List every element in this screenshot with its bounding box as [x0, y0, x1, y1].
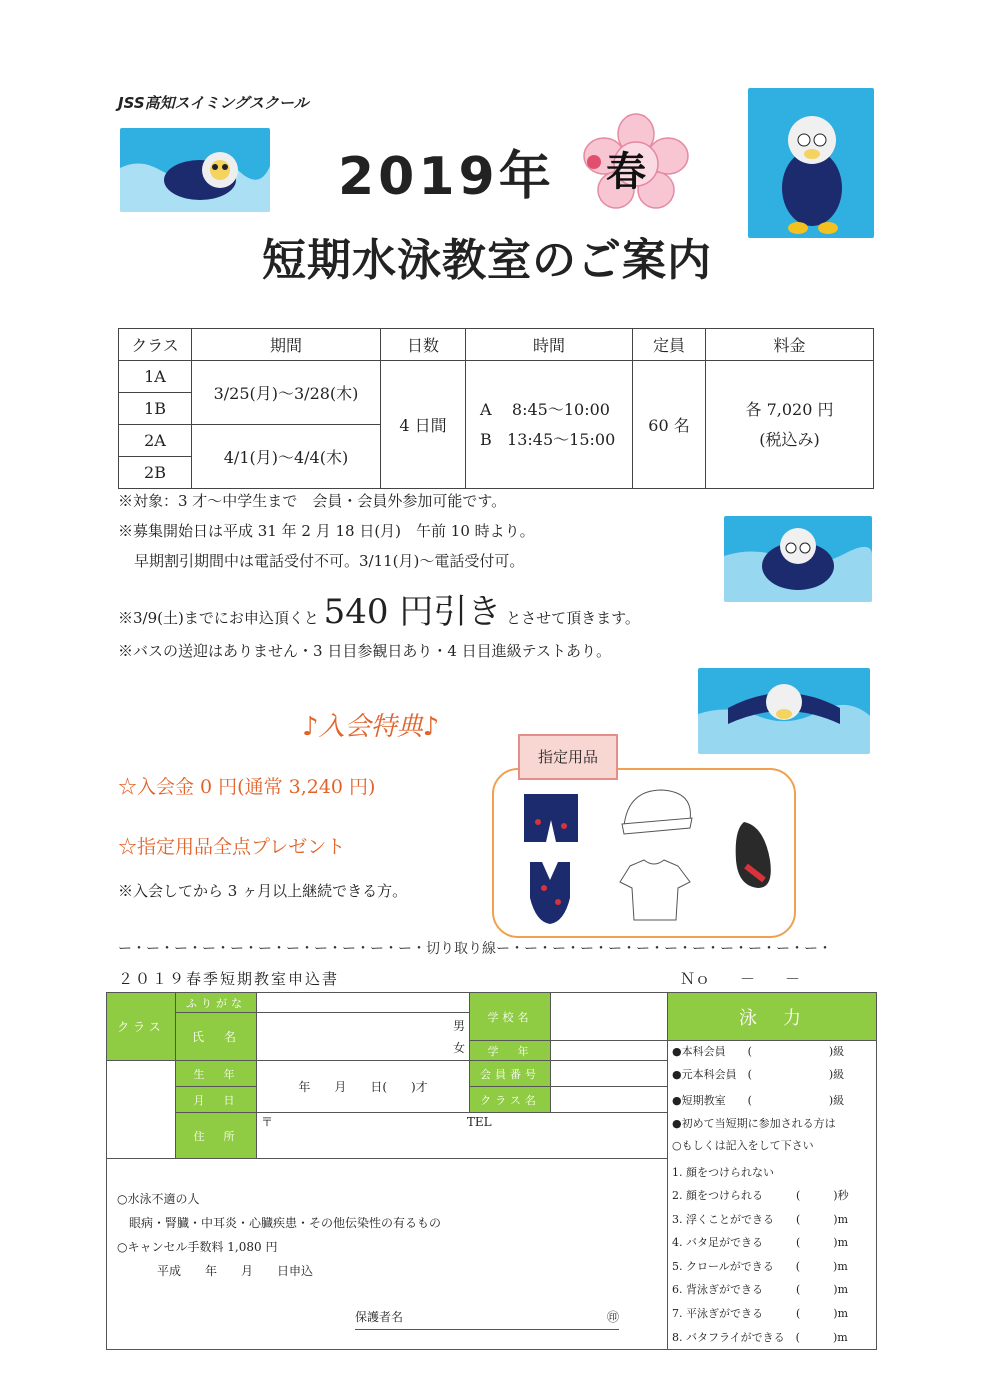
label-name: 氏 名 [176, 1013, 257, 1061]
circle-note: ○もしくは記入をして下さい [672, 1138, 814, 1152]
table-row [119, 361, 874, 393]
swim-trunks-icon [524, 794, 578, 842]
time-b-label: B [480, 429, 492, 449]
school-field[interactable] [551, 993, 668, 1041]
class-cell: 1B [119, 393, 192, 425]
name-field[interactable] [257, 1013, 470, 1061]
time-a: 8:45～10:00 [511, 399, 610, 419]
fee-note: (税込み) [759, 429, 820, 449]
list-item[interactable]: 4. バタ足ができる ( )m [672, 1236, 849, 1250]
guardian-label: 保護者名 [355, 1310, 404, 1324]
guardian-line[interactable] [355, 1305, 619, 1330]
fee: 各 7,020 円 [745, 399, 834, 419]
label-class-name: クラス名 [470, 1087, 551, 1113]
class-name-field[interactable] [551, 1087, 668, 1113]
label-member-no: 会員番号 [470, 1061, 551, 1087]
date-line[interactable]: 平成 年 月 日申込 [157, 1264, 314, 1278]
list-item[interactable]: 1. 顔をつけられない [672, 1165, 774, 1179]
benefit-condition: ※入会してから 3 ヶ月以上継続できる方。 [118, 882, 408, 900]
period-cell: 3/25(月)～3/28(木) [192, 361, 381, 425]
schedule-table [118, 328, 874, 489]
period-cell: 4/1(月)～4/4(木) [192, 425, 381, 489]
member-short: ●短期教室 ( )級 [668, 1087, 877, 1113]
note-target: ※対象：3 才～中学生まで 会員・会員外参加可能です。 [118, 492, 507, 510]
gender-female[interactable]: 女 [452, 1040, 465, 1055]
seal-mark: ㊞ [606, 1310, 619, 1324]
unfit-title: ○水泳不適の人 [117, 1192, 200, 1206]
header-days: 日数 [381, 329, 466, 361]
grade-field[interactable] [551, 1041, 668, 1061]
bag-icon [736, 822, 771, 888]
form-title: ２０１９春季短期教室申込書 [118, 970, 340, 988]
header-capacity: 定員 [633, 329, 706, 361]
cut-line: ー・ー・ー・ー・ー・ー・ー・ー・ー・ー・ー・切り取り線ー・ー・ー・ー・ー・ー・ー・ー・ー・ー・ー・ー・ [118, 941, 832, 957]
application-form [106, 992, 877, 1350]
header-time: 時間 [466, 329, 633, 361]
header-period: 期間 [192, 329, 381, 361]
label-birth-year: 生 年 [176, 1061, 257, 1087]
title-year: 2019年 [338, 147, 555, 207]
cancel-fee: ○キャンセル手数料 1,080 円 [117, 1240, 278, 1254]
discount-prefix: ※3/9(土)までにお申込頂くと [118, 609, 319, 627]
first-time: ●初めて当短期に参加される方は [672, 1116, 836, 1130]
list-item[interactable]: 6. 背泳ぎができる ( )m [672, 1283, 849, 1297]
birth-field[interactable]: 年 月 日( )才 [257, 1061, 470, 1113]
form-number: Ｎｏ － － [680, 970, 801, 988]
header-class: クラス [119, 329, 192, 361]
class-cell: 1A [119, 361, 192, 393]
benefits-title: ♪入会特典♪ [302, 712, 440, 742]
postal-mark: 〒 [261, 1115, 274, 1129]
time-b: 13:45～15:00 [507, 429, 616, 449]
time-a-label: A [480, 399, 492, 419]
list-item[interactable]: 7. 平泳ぎができる ( )m [672, 1307, 849, 1321]
notes-area [107, 1159, 668, 1350]
list-item[interactable]: 5. クロールができる ( )m [672, 1259, 848, 1273]
member-former: ●元本科会員 ( )級 [668, 1061, 877, 1087]
fee-cell [706, 361, 874, 489]
furigana-field[interactable] [257, 993, 470, 1013]
benefit-item-fee: ☆入会金 0 円(通常 3,240 円) [118, 776, 376, 798]
address-field[interactable] [257, 1113, 668, 1159]
label-furigana: ふりがな [176, 993, 257, 1013]
penguin-swimming-image [120, 128, 270, 212]
penguin-diving-image [748, 88, 874, 238]
goods-illustrations [494, 770, 794, 936]
title-season: 春 [606, 149, 646, 195]
title-main: 短期水泳教室のご案内 [262, 235, 712, 286]
class-field[interactable] [107, 1061, 176, 1159]
note-start: ※募集開始日は平成 31 年 2 月 18 日(月) 午前 10 時より。 [118, 522, 535, 540]
note-discount [118, 584, 640, 633]
note-bus: ※バスの送迎はありません・3 日目参観日あり・4 日目進級テストあり。 [118, 642, 612, 660]
skills-list [668, 1159, 877, 1350]
school-name: JSS高知スイミングスクール [118, 94, 309, 112]
benefit-item-goods: ☆指定用品全点プレゼント [118, 836, 346, 858]
discount-amount: 540 円引き [323, 592, 502, 632]
label-ability: 泳 力 [668, 993, 877, 1041]
list-item[interactable]: 2. 顔をつけられる ( )秒 [672, 1189, 849, 1203]
goods-box [492, 768, 796, 938]
gender-male[interactable]: 男 [452, 1018, 465, 1033]
label-class: クラス [107, 993, 176, 1061]
member-no-field[interactable] [551, 1061, 668, 1087]
header-fee: 料金 [706, 329, 874, 361]
label-birth-day: 月 日 [176, 1087, 257, 1113]
first-time-note [668, 1113, 877, 1159]
label-grade: 学 年 [470, 1041, 551, 1061]
list-item[interactable]: 3. 浮くことができる ( )m [672, 1212, 849, 1226]
member-main: ●本科会員 ( )級 [668, 1041, 877, 1061]
goods-label: 指定用品 [518, 734, 618, 780]
days-cell: 4 日間 [381, 361, 466, 489]
t-shirt-icon [620, 860, 690, 920]
swimsuit-icon [530, 862, 570, 924]
time-cell [466, 361, 633, 489]
discount-suffix: とさせて頂きます。 [506, 609, 640, 627]
label-school: 学校名 [470, 993, 551, 1041]
tel-label: TEL [466, 1115, 492, 1129]
class-cell: 2B [119, 457, 192, 489]
list-item[interactable]: 8. バタフライができる ( )m [672, 1330, 848, 1344]
capacity-cell: 60 名 [633, 361, 706, 489]
table-header-row [119, 329, 874, 361]
class-cell: 2A [119, 425, 192, 457]
penguin-butterfly-image [698, 668, 870, 754]
note-early: 早期割引期間中は電話受付不可。3/11(月)～電話受付可。 [134, 552, 525, 570]
label-address: 住 所 [176, 1113, 257, 1159]
swim-cap-icon [622, 790, 692, 834]
diseases: 眼病・腎臓・中耳炎・心臓疾患・その他伝染性の有るもの [129, 1216, 442, 1230]
penguin-wave-image [724, 516, 872, 602]
